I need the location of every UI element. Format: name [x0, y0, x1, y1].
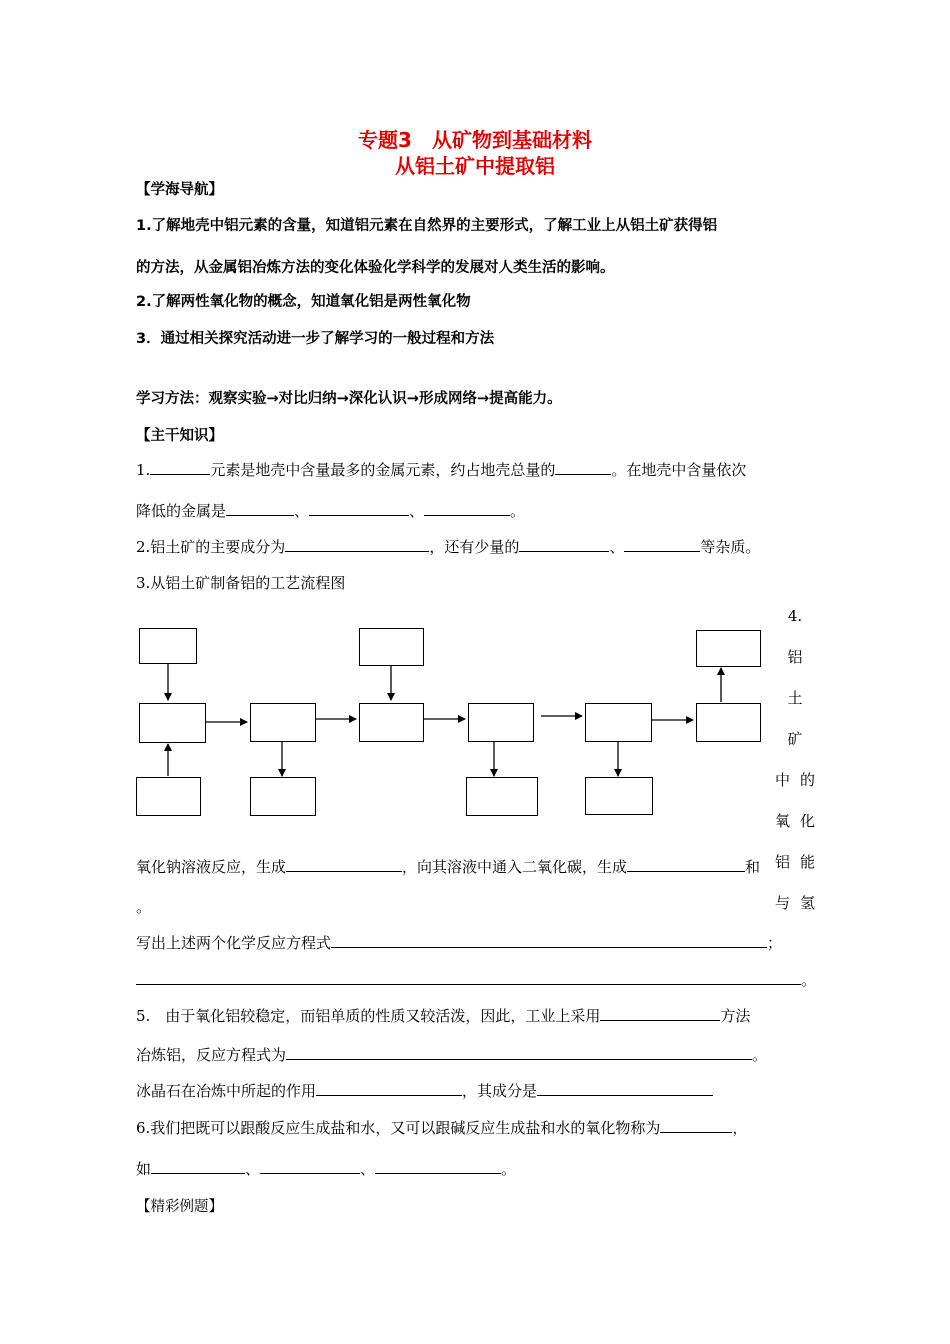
q1b-sep: 、	[409, 502, 425, 520]
q6b-sep: 、	[245, 1160, 261, 1178]
question-5c	[136, 1080, 713, 1101]
q1b-end: 。	[510, 502, 526, 520]
answer-blank[interactable]	[660, 1117, 732, 1133]
guide-heading: 【学海导航】	[136, 182, 223, 198]
q1b-pre: 降低的金属是	[136, 502, 227, 520]
flow-box[interactable]	[250, 777, 316, 816]
flow-box[interactable]	[696, 630, 761, 667]
flow-box[interactable]	[585, 703, 652, 742]
vertical-char: 与	[775, 894, 791, 912]
answer-blank[interactable]	[537, 1080, 713, 1096]
guide-item-3: 3．通过相关探究活动进一步了解学习的一般过程和方法	[136, 331, 495, 347]
question-5b	[136, 1044, 767, 1065]
knowledge-heading: 【主干知识】	[136, 428, 223, 444]
flow-box[interactable]	[139, 703, 206, 743]
learning-method: 学习方法：观察实验→对比归纳→深化认识→形成网络→提高能力。	[136, 391, 562, 407]
page-subtitle: 从铝土矿中提取铝	[395, 154, 555, 178]
q4d-end: 。	[801, 971, 817, 989]
q5a-end: 方法	[720, 1007, 751, 1025]
q2-pre: 2.铝土矿的主要成分为	[136, 538, 286, 556]
q2-mid: ，还有少量的	[429, 538, 520, 556]
q4c-pre: 写出上述两个化学反应方程式	[136, 934, 332, 952]
q2-sep: 、	[609, 538, 625, 556]
flow-box[interactable]	[468, 703, 534, 742]
vertical-char: 土	[787, 689, 803, 707]
answer-blank[interactable]	[316, 1080, 462, 1096]
vertical-char: 矿	[787, 730, 803, 748]
vertical-char: 铝	[775, 853, 791, 871]
question-3: 3.从铝土矿制备铝的工艺流程图	[136, 574, 346, 592]
q4a-mid: ，向其溶液中通入二氧化碳，生成	[402, 858, 628, 876]
examples-heading: 【精彩例题】	[136, 1199, 223, 1215]
vertical-char: 能	[799, 853, 815, 871]
q5b-end: 。	[752, 1046, 768, 1064]
q6a-pre: 6.我们把既可以跟酸反应生成盐和水，又可以跟碱反应生成盐和水的氧化物称为	[136, 1119, 661, 1137]
vertical-char: 4.	[787, 607, 803, 625]
q4a-end: 和	[745, 858, 761, 876]
q1a-mid: 元素是地壳中含量最多的金属元素，约占地壳总量的	[210, 461, 556, 479]
answer-blank[interactable]	[627, 856, 745, 872]
question-4-vertical-text	[775, 596, 815, 924]
q5a-pre: 5. 由于氧化铝较稳定，而铝单质的性质又较活泼，因此，工业上采用	[136, 1007, 601, 1025]
answer-blank[interactable]	[375, 1158, 501, 1174]
question-4b: 。	[136, 898, 152, 916]
question-4d	[136, 969, 816, 990]
answer-blank[interactable]	[286, 856, 402, 872]
q2-end: 等杂质。	[700, 538, 761, 556]
guide-item-1b: 的方法，从金属铝冶炼方法的变化体验化学科学的发展对人类生活的影响。	[136, 260, 615, 276]
guide-item-1a: 1.了解地壳中铝元素的含量，知道铝元素在自然界的主要形式，了解工业上从铝土矿获得铝	[136, 218, 718, 234]
q4c-end: ；	[767, 934, 783, 952]
flow-box[interactable]	[136, 777, 201, 816]
q6b-pre: 如	[136, 1160, 152, 1178]
q5c-pre: 冰晶石在冶炼中所起的作用	[136, 1082, 317, 1100]
question-5a	[136, 1005, 750, 1026]
answer-blank[interactable]	[286, 1044, 752, 1060]
q6b-sep: 、	[360, 1160, 376, 1178]
q4a-pre: 氧化钠溶液反应，生成	[136, 858, 287, 876]
q1a-pre: 1.	[136, 461, 151, 479]
answer-blank[interactable]	[260, 1158, 360, 1174]
q5b-pre: 冶炼铝，反应方程式为	[136, 1046, 287, 1064]
flow-box[interactable]	[250, 703, 316, 742]
q1a-end: 。在地壳中含量依次	[611, 461, 747, 479]
question-6a	[136, 1117, 747, 1138]
answer-blank[interactable]	[600, 1005, 720, 1021]
q6b-end: 。	[501, 1160, 517, 1178]
question-4a	[136, 856, 760, 877]
vertical-char: 的	[799, 771, 815, 789]
vertical-char: 中	[775, 771, 791, 789]
page-title: 专题3 从矿物到基础材料	[358, 128, 592, 152]
q6a-end: ，	[732, 1119, 748, 1137]
q1b-sep: 、	[294, 502, 310, 520]
vertical-char: 铝	[787, 648, 803, 666]
flow-box[interactable]	[585, 777, 653, 815]
answer-blank[interactable]	[331, 932, 767, 948]
flow-box[interactable]	[359, 703, 424, 742]
flow-box[interactable]	[359, 628, 424, 666]
flow-box[interactable]	[696, 703, 761, 742]
flow-box[interactable]	[466, 777, 538, 816]
flow-box[interactable]	[139, 628, 197, 664]
answer-blank[interactable]	[151, 1158, 245, 1174]
vertical-char: 氧	[775, 812, 791, 830]
q5c-mid: ，其成分是	[462, 1082, 538, 1100]
vertical-char: 氢	[799, 894, 815, 912]
question-6b	[136, 1158, 516, 1179]
answer-blank[interactable]	[136, 969, 801, 985]
question-4c	[136, 932, 782, 953]
vertical-char: 化	[799, 812, 815, 830]
guide-item-2: 2.了解两性氧化物的概念，知道氧化铝是两性氧化物	[136, 294, 471, 310]
